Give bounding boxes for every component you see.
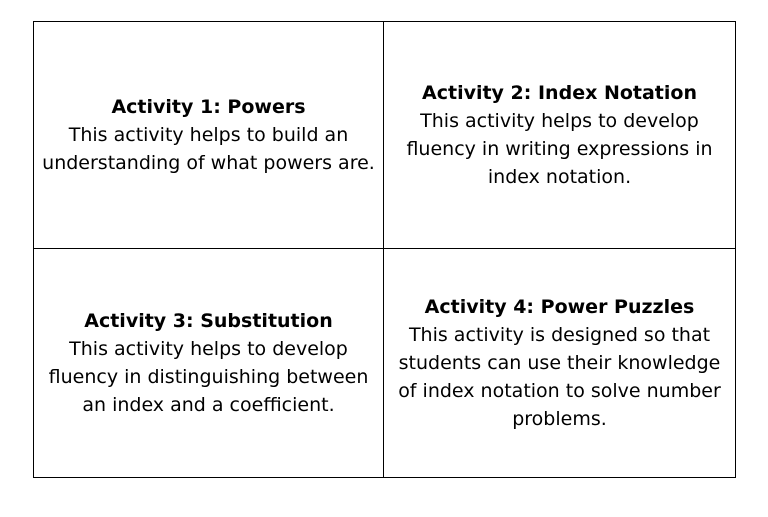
activity-card-2 — [384, 22, 735, 249]
activity-description: This activity helps to develop fluency in writing expressions in index notation. — [406, 110, 713, 188]
activity-description: This activity helps to build an understanding of what powers are. — [42, 124, 375, 174]
activity-card-3 — [34, 249, 384, 477]
activity-card-4 — [384, 249, 735, 477]
activity-description: This activity is designed so that students can use their knowledge of index notation to solve number problems. — [398, 324, 721, 430]
activity-grid — [33, 21, 736, 478]
activity-title: Activity 3: Substitution — [84, 310, 333, 332]
activity-title: Activity 1: Powers — [111, 96, 306, 118]
activity-title: Activity 2: Index Notation — [422, 82, 697, 104]
activity-description: This activity helps to develop fluency in distinguishing between an index and a coefficient. — [48, 338, 369, 416]
activity-title: Activity 4: Power Puzzles — [424, 296, 695, 318]
activity-card-1 — [34, 22, 384, 249]
